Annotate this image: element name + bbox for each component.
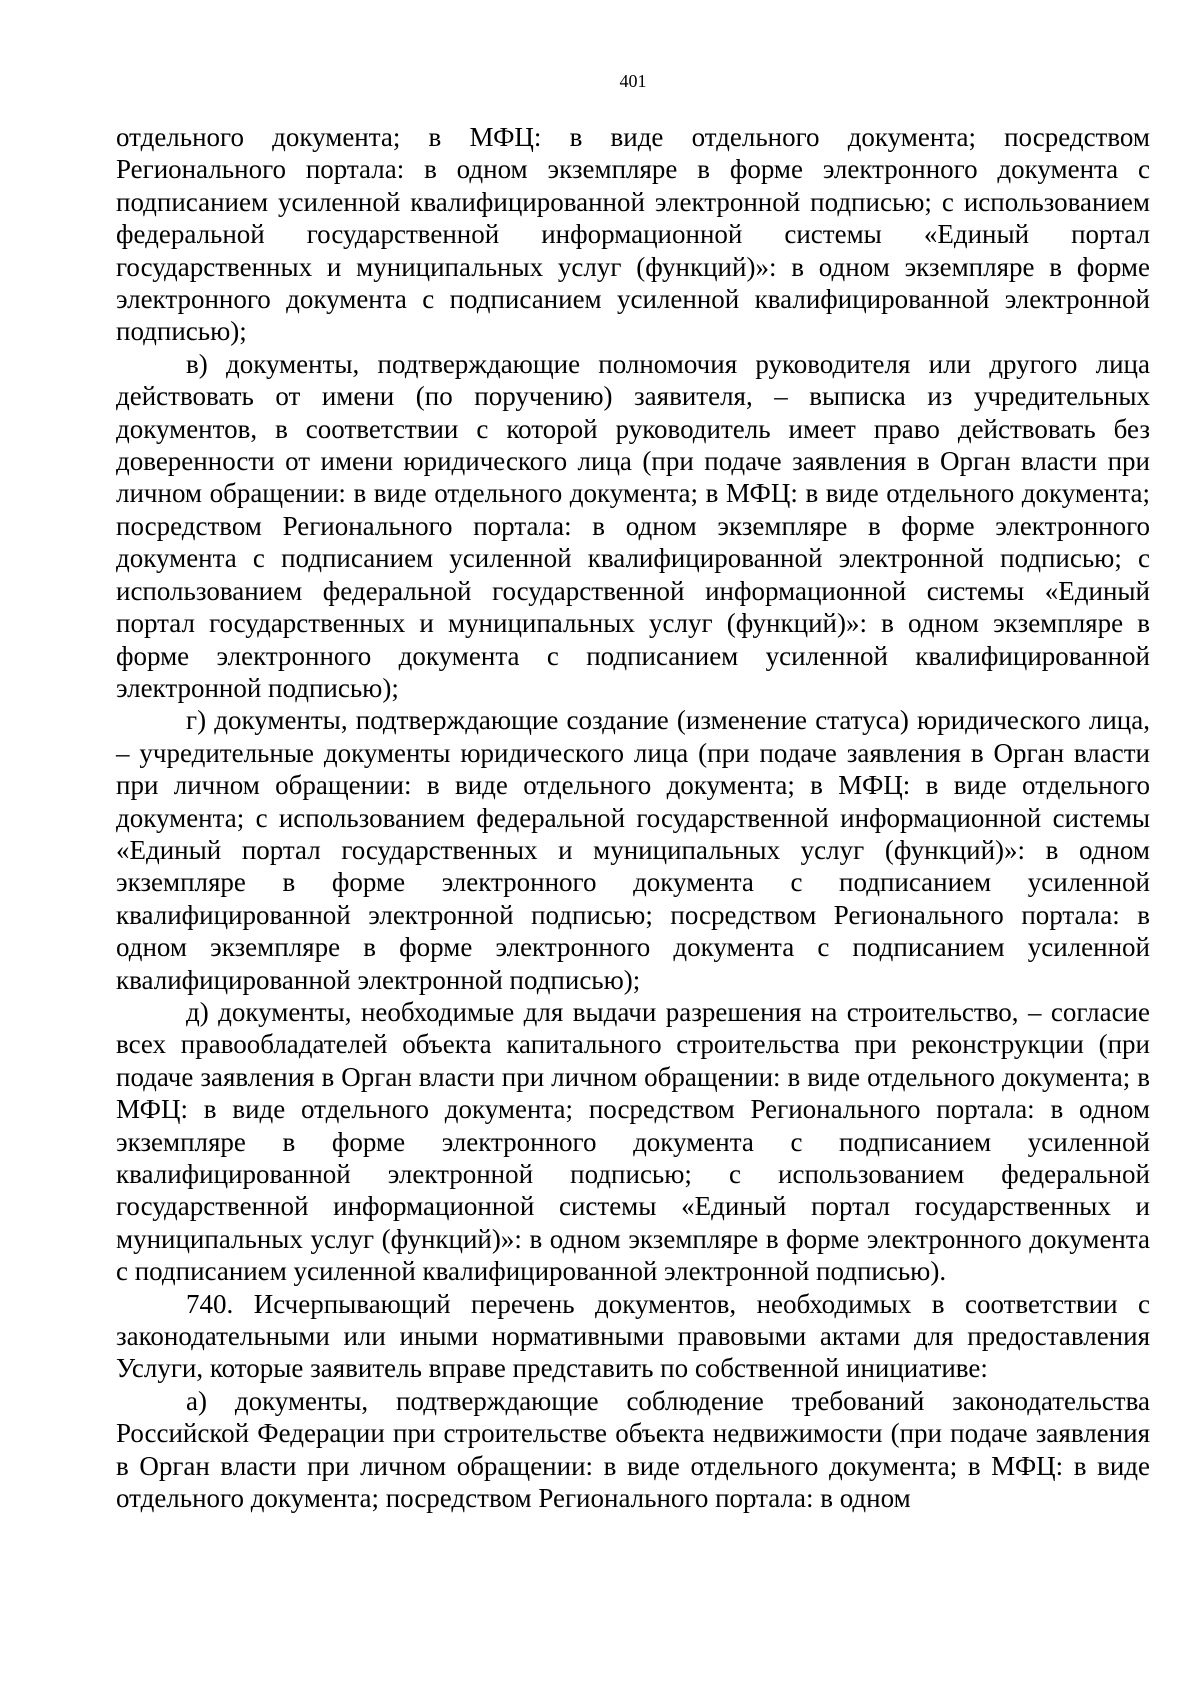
paragraph-item-g: г) документы, подтверждающие создание (изменение статуса) юридического лица, – учредительные документы юридического лица (при подаче заявления в Орган власти при личном обращении: в виде отдельного документа; в МФЦ: в виде отдельного документа; с использованием федеральной государственной информационной системы «Единый портал государственных и муниципальных услуг (функций)»: в одном экземпляре в форме электронного документа с подписанием усиленной квалифицированной электронной подписью; посредством Регионального портала: в одном экземпляре в форме электронного документа с подписанием усиленной квалифицированной электронной подписью); xyxy=(116,705,1150,995)
page-number: 401 xyxy=(619,71,647,91)
document-body xyxy=(116,121,1150,1514)
paragraph-clause-740: 740. Исчерпывающий перечень документов, необходимых в соответствии с законодательными или иными нормативными правовыми актами для предоставления Услуги, которые заявитель вправе представить по собственной инициативе: xyxy=(116,1288,1150,1384)
paragraph-item-v: в) документы, подтверждающие полномочия руководителя или другого лица действовать от имени (по поручению) заявителя, – выписка из учредительных документов, в соответствии с которой руководитель имеет право действовать без доверенности от имени юридического лица (при подаче заявления в Орган власти при личном обращении: в виде отдельного документа; в МФЦ: в виде отдельного документа; посредством Регионального портала: в одном экземпляре в форме электронного документа с подписанием усиленной квалифицированной электронной подписью; с использованием федеральной государственной информационной системы «Единый портал государственных и муниципальных услуг (функций)»: в одном экземпляре в форме электронного документа с подписанием усиленной квалифицированной электронной подписью); xyxy=(116,348,1150,703)
paragraph-item-a: а) документы, подтверждающие соблюдение требований законодательства Российской Федерации при строительстве объекта недвижимости (при подаче заявления в Орган власти при личном обращении: в виде отдельного документа; в МФЦ: в виде отдельного документа; посредством Регионального портала: в одном xyxy=(116,1385,1150,1514)
paragraph-continuation: отдельного документа; в МФЦ: в виде отдельного документа; посредством Регионального портала: в одном экземпляре в форме электронного документа с подписанием усиленной квалифицированной электронной подписью; с использованием федеральной государственной информационной системы «Единый портал государственных и муниципальных услуг (функций)»: в одном экземпляре в форме электронного документа с подписанием усиленной квалифицированной электронной подписью); xyxy=(116,122,1150,347)
paragraph-item-d: д) документы, необходимые для выдачи разрешения на строительство, – согласие всех правообладателей объекта капитального строительства при реконструкции (при подаче заявления в Орган власти при личном обращении: в виде отдельного документа; в МФЦ: в виде отдельного документа; посредством Регионального портала: в одном экземпляре в форме электронного документа с подписанием усиленной квалифицированной электронной подписью; с использованием федеральной государственной информационной системы «Единый портал государственных и муниципальных услуг (функций)»: в одном экземпляре в форме электронного документа с подписанием усиленной квалифицированной электронной подписью). xyxy=(116,996,1150,1287)
